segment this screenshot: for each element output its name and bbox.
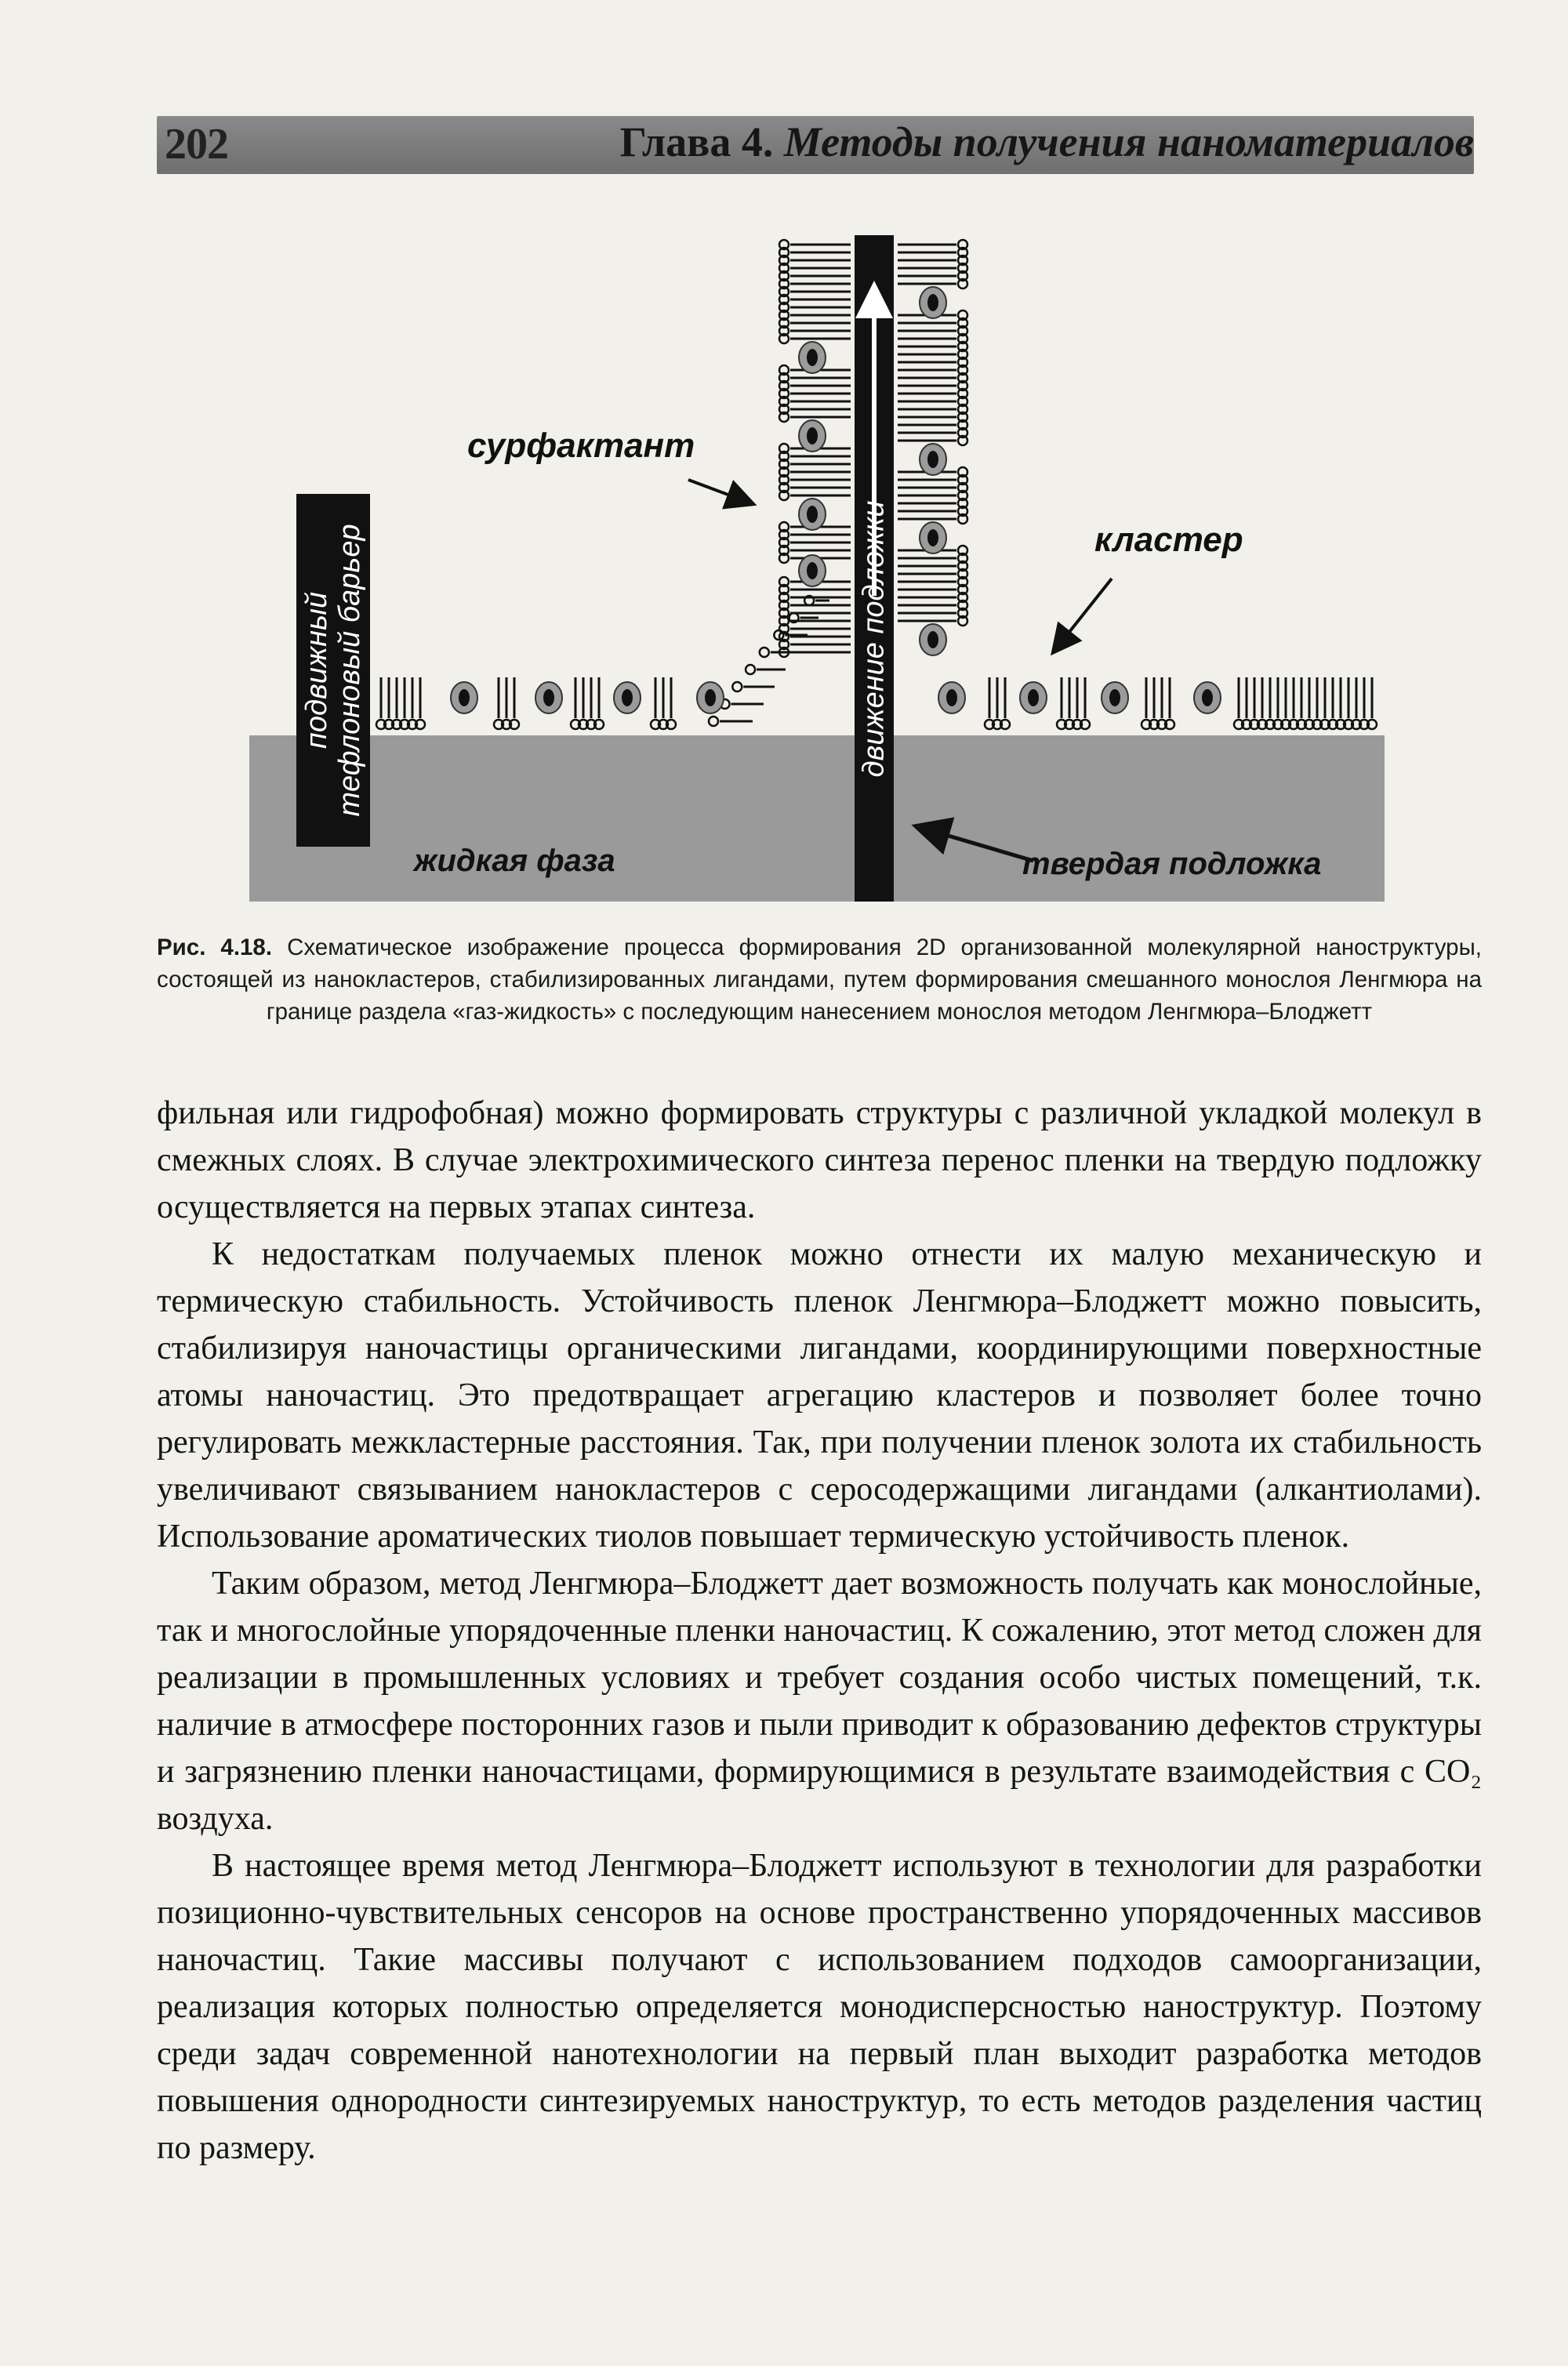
figure-caption-text: Схематическое изображение процесса формирования 2D организованной молекулярной наноструктуры, состоящей из нанокластеров, стабилизированных лигандами, путем формирования смешанного монослоя Ленгмюра на границе раздела «газ-жидкость» с последующим нанесением монослоя методом Ленгмюра–Блоджетт [157, 934, 1482, 1025]
figure-langmuir-blodgett [0, 0, 1568, 909]
surfactant-molecule [416, 677, 425, 729]
transferred-molecule [779, 530, 851, 539]
transferred-molecule [898, 318, 967, 328]
transferred-molecule [779, 624, 851, 633]
chapter-title: Методы получения наноматериалов [783, 118, 1474, 165]
cluster-label: кластер [1094, 521, 1243, 559]
transferred-molecule [898, 585, 967, 594]
transferred-molecule [898, 373, 967, 383]
transferred-molecule [779, 240, 851, 249]
nanocluster-core [459, 689, 470, 706]
transferred-molecule [779, 279, 851, 288]
nanocluster-core [927, 294, 938, 311]
transferred-molecule [898, 240, 967, 249]
transferred-molecule [898, 577, 967, 586]
transferred-molecule [779, 397, 851, 406]
transferred-molecule [779, 256, 851, 265]
nanocluster-core [1109, 689, 1120, 706]
transferred-molecule [898, 334, 967, 343]
surfactant-molecule [709, 717, 753, 726]
solid-substrate-label: твердая подложка [1022, 847, 1322, 881]
substrate-motion-label: движение подложки [857, 500, 891, 778]
nanocluster-core [543, 689, 554, 706]
transferred-molecule [898, 608, 967, 618]
transferred-molecule [779, 303, 851, 312]
nanocluster-core [927, 529, 938, 546]
transferred-molecule [898, 491, 967, 500]
transferred-molecule [898, 365, 967, 375]
transferred-molecule [898, 381, 967, 390]
surfactant-molecule [1080, 677, 1090, 729]
transferred-molecule [779, 271, 851, 281]
transferred-molecule [779, 538, 851, 547]
transferred-molecule [779, 310, 851, 320]
transferred-molecule [898, 263, 967, 273]
transferred-molecule [779, 640, 851, 649]
liquid-phase-label: жидкая фаза [414, 844, 615, 878]
transferred-molecule [898, 420, 967, 430]
nanocluster-core [946, 689, 957, 706]
nanocluster-core [807, 506, 818, 523]
paragraph-2: К недостаткам получаемых пленок можно отнести их малую механическую и термическую стабильность. Устойчивость пленок Ленгмюра–Блоджетт можно повысить, стабилизируя наночастицы органическими лигандами, координирующими поверхностные атомы наночастиц. Это предотвращает агрегацию кластеров и позволяет более точно регулировать межкластерные расстояния. Так, при получении пленок золота их стабильность увеличивают связыванием нанокластеров с серосодержащими лигандами (алкантиолами). Использование ароматических тиолов повышает термическую устойчивость пленок. [157, 1236, 1482, 1555]
teflon-barrier-label: подвижный тефлоновый барьер [300, 524, 366, 817]
transferred-molecule [898, 256, 967, 265]
transferred-molecule [898, 357, 967, 367]
page-number: 202 [165, 120, 228, 169]
transferred-molecule [779, 326, 851, 336]
paragraph-3: Таким образом, метод Ленгмюра–Блоджетт дает возможность получать как монослойные, так и многослойные упорядоченные пленки наночастиц. К сожалению, этот метод сложен для реализации в промышленных условиях и требует создания особо чистых помещений, т.к. наличие в атмосфере посторонних газов и пыли приводит к образованию дефектов структуры и загрязнению пленки наночастицами, формирующимися в результате взаимодействия с CO₂ воздуха. [157, 1566, 1482, 1837]
nanocluster-core [807, 562, 818, 579]
nanocluster-core [1028, 689, 1039, 706]
transferred-molecule [898, 405, 967, 414]
transferred-molecule [779, 381, 851, 390]
transferred-molecule [779, 452, 851, 461]
transferred-molecule [779, 459, 851, 469]
transferred-molecule [898, 350, 967, 359]
transferred-molecule [779, 295, 851, 304]
transferred-molecule [898, 428, 967, 437]
transferred-molecule [898, 412, 967, 422]
transferred-molecule [779, 475, 851, 484]
transferred-molecule [898, 248, 967, 257]
nanocluster-core [705, 689, 716, 706]
transferred-molecule [779, 287, 851, 296]
transferred-molecule [898, 342, 967, 351]
transferred-molecule [779, 632, 851, 641]
transferred-molecule [898, 397, 967, 406]
transferred-molecule [898, 499, 967, 508]
surfactant-molecule [732, 682, 775, 691]
nanocluster-core [807, 427, 818, 445]
surfactant-molecule [666, 677, 676, 729]
chapter-number: Глава 4. [619, 118, 774, 165]
transferred-molecule [898, 601, 967, 610]
transferred-molecule [898, 593, 967, 602]
body-text [157, 1090, 1482, 2172]
transferred-molecule [779, 248, 851, 257]
surfactant-arrow [688, 480, 751, 503]
surfactant-molecule [594, 677, 604, 729]
transferred-molecule [779, 593, 851, 602]
transferred-molecule [779, 467, 851, 477]
transferred-molecule [898, 561, 967, 571]
transferred-molecule [779, 373, 851, 383]
nanocluster-core [622, 689, 633, 706]
surfactant-molecule [1000, 677, 1010, 729]
paragraph-1: фильная или гидрофобная) можно формировать структуры с различной укладкой молекул в смежных слоях. В случае электрохимического синтеза перенос пленки на твердую подложку осуществляется на первых этапах синтеза. [157, 1095, 1482, 1225]
transferred-molecule [898, 389, 967, 398]
paragraph-4: В настоящее время метод Ленгмюра–Блоджетт используют в технологии для разработки позиционно-чувствительных сенсоров на основе пространственно упорядоченных массивов наночастиц. Такие массивы получают с использованием подходов самоорганизации, реализация которых полностью определяется монодисперсностью наноструктур. Поэтому среди задач современной нанотехнологии на первый план выходит разработка методов повышения однородности синтезируемых наноструктур, то есть методов разделения частиц по размеру. [157, 1848, 1482, 2166]
surfactant-molecule [720, 699, 764, 709]
substrate-motion-label-box [855, 235, 894, 886]
surfactant-molecule [1367, 677, 1377, 729]
nanocluster-core [927, 451, 938, 468]
transferred-molecule [779, 318, 851, 328]
nanocluster-core [927, 631, 938, 648]
transferred-molecule [898, 475, 967, 484]
nanoclusters [451, 287, 1221, 713]
transferred-molecule [898, 326, 967, 336]
transferred-molecule [898, 506, 967, 516]
transferred-molecule [779, 405, 851, 414]
transferred-molecule [898, 483, 967, 492]
transferred-molecule [898, 271, 967, 281]
surfactant-molecule [1165, 677, 1174, 729]
surfactant-label: сурфактант [467, 426, 695, 465]
figure-caption-label: Рис. 4.18. [157, 934, 273, 960]
figure-schematic [0, 0, 1568, 909]
transferred-molecule [898, 569, 967, 579]
transferred-molecule [779, 263, 851, 273]
transferred-molecule [779, 483, 851, 492]
transferred-molecule [779, 389, 851, 398]
nanocluster-core [807, 349, 818, 366]
cluster-arrow [1054, 579, 1112, 651]
transferred-molecule [898, 553, 967, 563]
teflon-barrier [296, 494, 370, 847]
transferred-molecule [779, 601, 851, 610]
surfactant-molecule [510, 677, 519, 729]
nanocluster-core [1202, 689, 1213, 706]
transferred-molecule [779, 546, 851, 555]
figure-caption [157, 931, 1482, 1028]
surfactant-molecule [746, 665, 786, 674]
